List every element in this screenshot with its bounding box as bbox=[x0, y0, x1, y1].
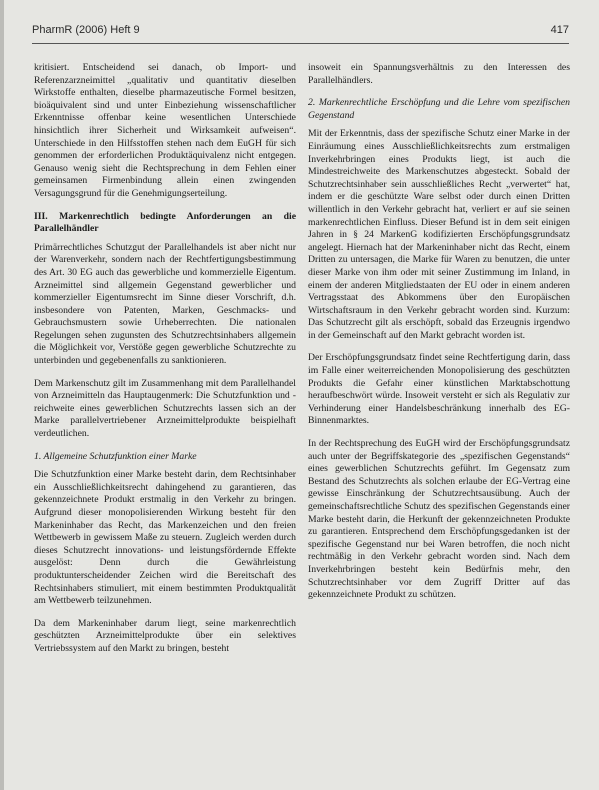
paragraph: insoweit ein Spannungsverhältnis zu den Interessen des Parallelhändlers. bbox=[308, 62, 570, 86]
subsection-heading: 2. Markenrechtliche Erschöpfung und die Lehre vom spezifischen Gegenstand bbox=[308, 97, 570, 121]
section-heading: III. Markenrechtlich bedingte Anforderungen an die Parallelhändler bbox=[34, 210, 296, 235]
paragraph: In der Rechtsprechung des EuGH wird der Erschöpfungsgrundsatz auch unter der Begriffskategorie des „spezifischen Gegenstands“ eines gewerblichen Schutzrechts geführt. Im Gegensatz zum Bestand des Schutzrechts als solchen erlaube der EG-Vertrag eine gewisse Einschränkung der Schutzrechtsausübung. Auch der gemeinschaftsrechtliche Schutz des spezifischen Gegenstands einer Marke besteht darin, die Herkunft der gekennzeichneten Produkte zu garantieren. Entsprechend dem Erschöpfungsgedanken ist der spezifische Gegenstand nur bei Waren betroffen, die noch nicht rechtmäßig in den Verkehr gebracht worden sind. Nach dem Inverkehrbringen besteht kein Bedürfnis mehr, den Schutzrechtsinhaber vor dem Zugriff Dritter auf das gekennzeichnete Produkt zu schützen. bbox=[308, 438, 570, 601]
page-header bbox=[32, 24, 569, 40]
journal-title: PharmR (2006) Heft 9 bbox=[32, 24, 140, 36]
header-rule bbox=[32, 43, 569, 44]
right-column bbox=[308, 62, 570, 612]
paragraph: Primärrechtliches Schutzgut der Parallelhandels ist aber nicht nur der Warenverkehr, sondern nach der Rechtfertigungsbestimmung des Art. 30 EG auch das gewerbliche und kommerzielle Eigentum. Arzneimittel sind allgemein Gegenstand gewerblicher und kommerzieller Eigentumsrecht im Sinne dieser Vorschrift, d.h. insbesondere von Patenten, Marken, Geschmacks- und Gebrauchsmustern sowie Urheberrechten. Die nationalen Regelungen sehen zugunsten des Schutzrechtsinhabers allgemein die Möglichkeit vor, Verstöße gegen gewerbliche Schutzrechte zu unterbinden und gegebenenfalls zu sanktionieren. bbox=[34, 241, 296, 367]
paragraph: Da dem Markeninhaber darum liegt, seine markenrechtlich geschützten Arzneimittelprodukte über ein selektives Vertriebssystem auf den Markt zu bringen, besteht bbox=[34, 617, 296, 654]
paragraph: Die Schutzfunktion einer Marke besteht darin, dem Rechtsinhaber ein Ausschließlichkeitsrecht dahingehend zu garantieren, das gekennzeichnete Produkt erstmalig in den Verkehr zu bringen. Aufgrund dieser monopolisierenden Wirkung besteht für den Markeninhaber das Recht, das Markenzeichen und den freien Wettbewerb in gewissem Maße zu steuern. Zugleich werden durch dieses Schutzrecht innovations- und leistungsfördernde Effekte ausgelöst: Denn durch die Gewährleistung produktunterscheidender Zeichen wird die Bereitschaft des Rechtsinhabers stimuliert, mit einem bestimmten Produktqualität am Wettbewerb teilzunehmen. bbox=[34, 469, 296, 607]
scan-edge bbox=[0, 0, 4, 790]
left-column bbox=[34, 62, 296, 666]
paragraph: Dem Markenschutz gilt im Zusammenhang mit dem Parallelhandel von Arzneimitteln das Hauptaugenmerk: Die Schutzfunktion und -reichweite eines gewerblichen Schutzrechts lassen sich an der Marke parallelvertriebener Arzneimittelprodukte beispielhaft verdeutlichen. bbox=[34, 377, 296, 440]
paragraph: Mit der Erkenntnis, dass der spezifische Schutz einer Marke in der Einräumung eines Ausschließlichkeitsrechts zum erstmaligen Inverkehrbringen eines Produkts liegt, ist auch die Mindestreichweite des Markenschutzes abgesteckt. Sobald der Schutzrechtsinhaber sein ausschließliches Recht „verwertet“ hat, indem er die geschützte Ware selbst oder durch einen Dritten willentlich in den Verkehr gebracht hat, verliert er auf sie seinen markenrechtlichen Einfluss. Dieser Befund ist in dem seit einigen Jahren in § 24 MarkenG kodifizierten Erschöpfungsgrundsatz angelegt. Hiernach hat der Markeninhaber nicht das Recht, einem Dritten zu untersagen, die Marke für Waren zu benutzen, die unter dieser Marke von ihm oder mit seiner Zustimmung im Inland, in einem der anderen Mitgliedstaaten der EU oder in einem anderen Vertragsstaat des Abkommens über den Europäischen Wirtschaftsraum in den Verkehr gebracht worden sind. Kurzum: Das Schutzrecht gilt als erschöpft, sobald das Erzeugnis irgendwo in der Gemeinschaft auf den Markt gebracht worden ist. bbox=[308, 128, 570, 341]
paragraph: Der Erschöpfungsgrundsatz findet seine Rechtfertigung darin, dass im Falle einer weiterreichenden Monopolisierung des geschützten Produkts die Gefahr einer künstlichen Marktabschottung heraufbeschwört würde. Insoweit versteht er sich als Regulativ zur Verhinderung einer Handelsbeschränkung innerhalb des EG-Binnenmarktes. bbox=[308, 352, 570, 427]
subsection-heading: 1. Allgemeine Schutzfunktion einer Marke bbox=[34, 450, 197, 462]
paragraph: kritisiert. Entscheidend sei danach, ob Import- und Referenzarzneimittel „qualitativ und quantitativ dieselben Wirkstoffe enthalten, dieselbe pharmazeutische Formel besitzen, bioäquivalent sind und unter Einbeziehung wissenschaftlicher Erkenntnisse offenbar keine wesentlichen Unterschiede hinsichtlich ihrer Sicherheit und Wirksamkeit aufweisen“. Unterschiede in den Hilfsstoffen stehen nach dem EuGH für sich genommen der erforderlichen Produktäquivalenz nicht entgegen. Genauso wenig sieht die Rechtsprechung in dem Fehlen einer gemeinsamen Firmenbindung allein einen zwingenden Versagungsgrund für die Genehmigungserteilung. bbox=[34, 62, 296, 199]
page-number: 417 bbox=[550, 24, 569, 36]
